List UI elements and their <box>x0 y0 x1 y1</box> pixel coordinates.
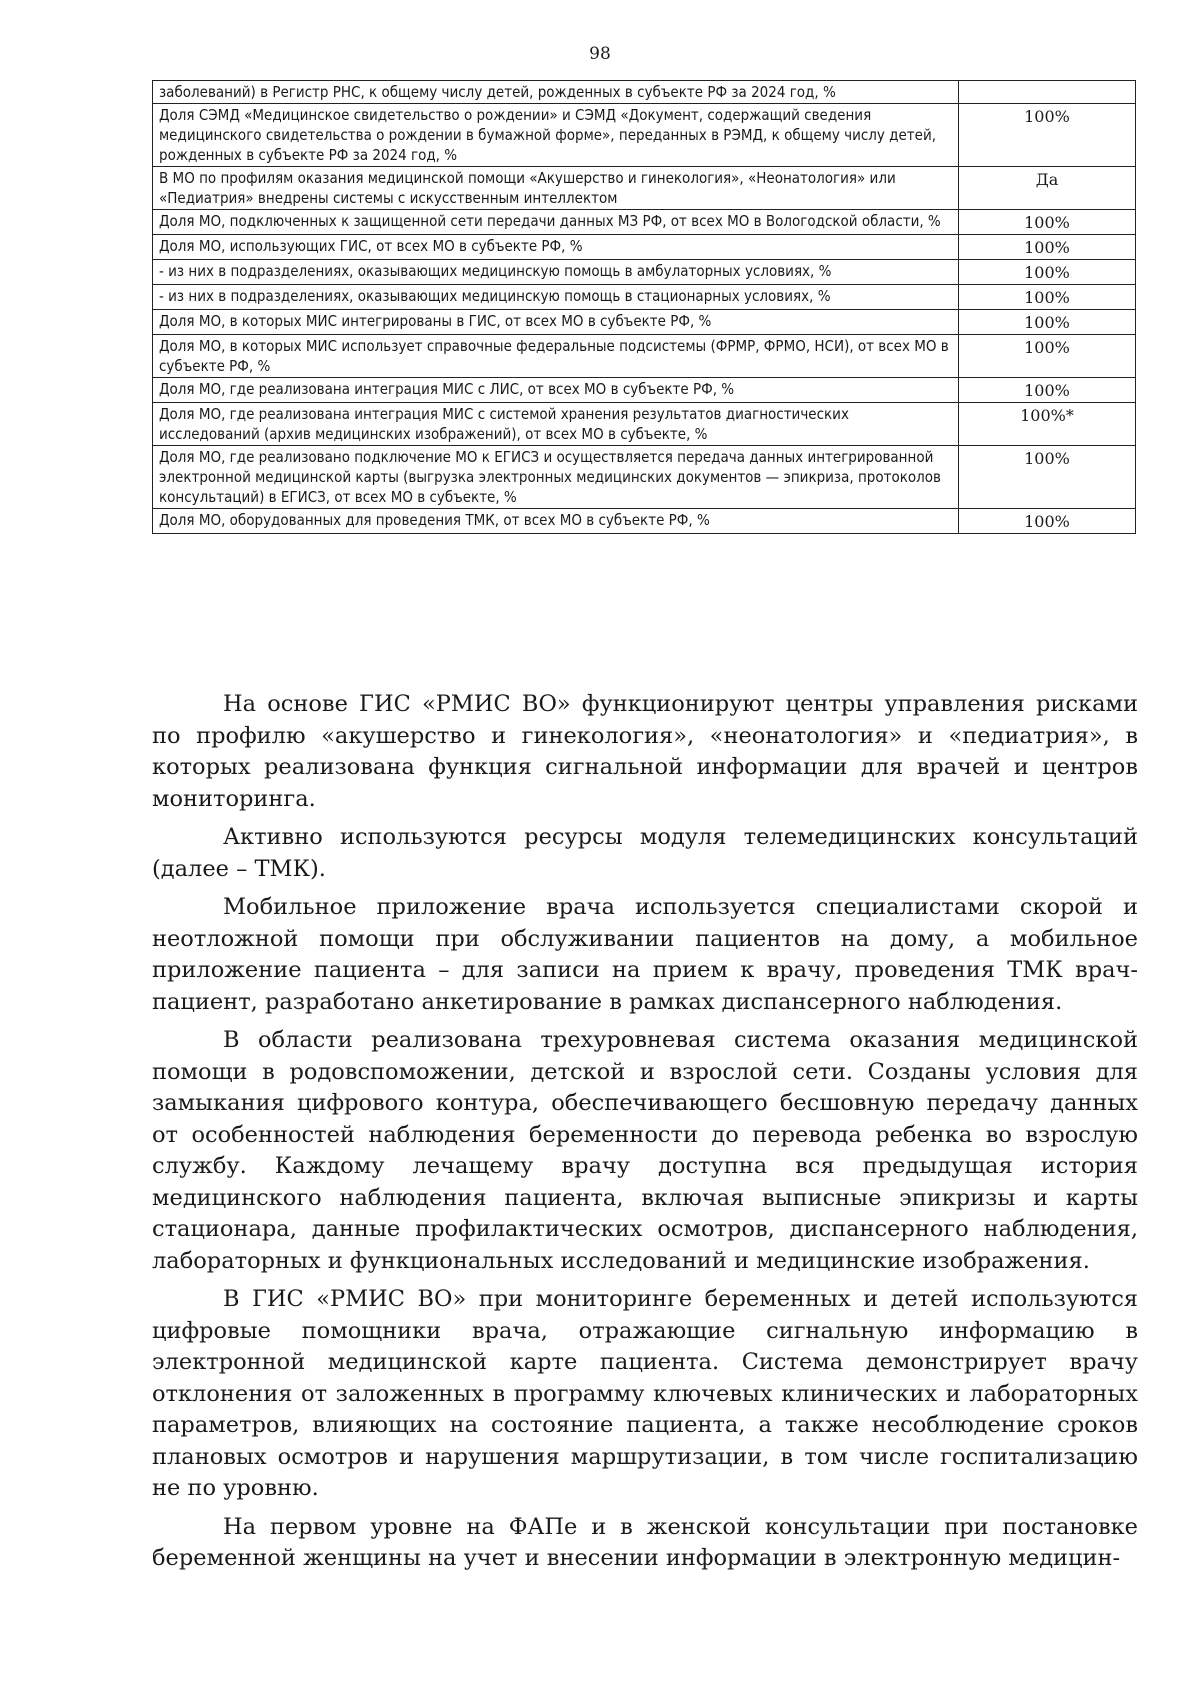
table-row <box>153 260 1136 285</box>
paragraph: На основе ГИС «РМИС ВО» функционируют центры управления рисками по профилю «акушерство и гинекология», «неонатология» и «педиатрия», в которых реализована функция сигнальной информации для врачей и центров мониторинга. <box>152 691 1138 812</box>
table-row <box>153 167 1136 210</box>
indicator-value: 100% <box>959 285 1136 310</box>
indicator-value: 100% <box>959 378 1136 403</box>
indicator-value: 100% <box>959 335 1136 378</box>
indicator-value: 100% <box>959 446 1136 509</box>
indicator-name: Доля МО, где реализована интеграция МИС с ЛИС, от всех МО в субъекте РФ, % <box>153 378 959 403</box>
indicators-table <box>152 80 1136 534</box>
table-row <box>153 403 1136 446</box>
table-row <box>153 235 1136 260</box>
table-row <box>153 104 1136 167</box>
paragraph: На первом уровне на ФАПе и в женской консультации при постановке беременной женщины на учет и внесении информации в электронную медицин- <box>152 1513 1138 1571</box>
indicator-name: Доля МО, использующих ГИС, от всех МО в субъекте РФ, % <box>153 235 959 260</box>
table-row <box>153 446 1136 509</box>
indicator-value: 100% <box>959 210 1136 235</box>
paragraph: Активно используются ресурсы модуля телемедицинских консультаций (далее – ТМК). <box>152 824 1138 882</box>
indicator-value: 100% <box>959 509 1136 534</box>
indicator-value: 100% <box>959 104 1136 167</box>
indicator-value: Да <box>959 167 1136 210</box>
table-row <box>153 310 1136 335</box>
table-row <box>153 285 1136 310</box>
indicator-name: Доля МО, где реализована интеграция МИС с системой хранения результатов диагностических исследований (архив медицинских изображений), от всех МО в субъекте, % <box>153 403 959 446</box>
page-number: 98 <box>589 44 611 64</box>
indicator-name: Доля МО, подключенных к защищенной сети передачи данных МЗ РФ, от всех МО в Вологодской области, % <box>153 210 959 235</box>
indicator-name: - из них в подразделениях, оказывающих медицинскую помощь в амбулаторных условиях, % <box>153 260 959 285</box>
indicator-name: Доля МО, в которых МИС использует справочные федеральные подсистемы (ФРМР, ФРМО, НСИ), от всех МО в субъекте РФ, % <box>153 335 959 378</box>
table-row <box>153 210 1136 235</box>
indicators-table-body <box>153 81 1136 534</box>
table-row <box>153 335 1136 378</box>
paragraph: В области реализована трехуровневая система оказания медицинской помощи в родовспоможении, детской и взрослой сети. Созданы условия для замыкания цифрового контура, обеспечивающего бесшовную передачу данных от особенностей наблюдения беременности до перевода ребенка во взрослую службу. Каждому лечащему врачу доступна вся предыдущая история медицинского наблюдения пациента, включая выписные эпикризы и карты стационара, данные профилактических осмотров, диспансерного наблюдения, лабораторных и функциональных исследований и медицинские изображения. <box>152 1027 1138 1274</box>
indicator-name: Доля МО, в которых МИС интегрированы в ГИС, от всех МО в субъекте РФ, % <box>153 310 959 335</box>
indicator-value: 100% <box>959 260 1136 285</box>
indicator-name: Доля МО, где реализовано подключение МО к ЕГИСЗ и осуществляется передача данных интегрированной электронной медицинской карты (выгрузка электронных медицинских документов — эпикриза, протоколов консультаций) в ЕГИСЗ, от всех МО в субъекте, % <box>153 446 959 509</box>
indicator-value: 100% <box>959 235 1136 260</box>
indicator-name: заболеваний) в Регистр РНС, к общему числу детей, рожденных в субъекте РФ за 2024 год, % <box>153 81 959 104</box>
indicator-value: 100% <box>959 310 1136 335</box>
table-row <box>153 378 1136 403</box>
table-row <box>153 509 1136 534</box>
indicator-name: Доля СЭМД «Медицинское свидетельство о рождении» и СЭМД «Документ, содержащий сведения медицинского свидетельства о рождении в бумажной форме», переданных в РЭМД, к общему числу детей, рожденных в субъекте РФ за 2024 год, % <box>153 104 959 167</box>
paragraph: Мобильное приложение врача используется специалистами скорой и неотложной помощи при обслуживании пациентов на дому, а мобильное приложение пациента – для записи на прием к врачу, проведения ТМК врач-пациент, разработано анкетирование в рамках диспансерного наблюдения. <box>152 894 1138 1015</box>
indicator-value <box>959 81 1136 104</box>
indicator-name: В МО по профилям оказания медицинской помощи «Акушерство и гинекология», «Неонатология» или «Педиатрия» внедрены системы с искусственным интеллектом <box>153 167 959 210</box>
paragraph: В ГИС «РМИС ВО» при мониторинге беременных и детей используются цифровые помощники врача, отражающие сигнальную информацию в электронной медицинской карте пациента. Система демонстрирует врачу отклонения от заложенных в программу ключевых клинических и лабораторных параметров, влияющих на состояние пациента, а также несоблюдение сроков плановых осмотров и нарушения маршрутизации, в том числе госпитализацию не по уровню. <box>152 1286 1138 1501</box>
indicator-name: Доля МО, оборудованных для проведения ТМК, от всех МО в субъекте РФ, % <box>153 509 959 534</box>
body-text <box>152 689 1138 1582</box>
indicator-value: 100%* <box>959 403 1136 446</box>
table-row <box>153 81 1136 104</box>
indicator-name: - из них в подразделениях, оказывающих медицинскую помощь в стационарных условиях, % <box>153 285 959 310</box>
